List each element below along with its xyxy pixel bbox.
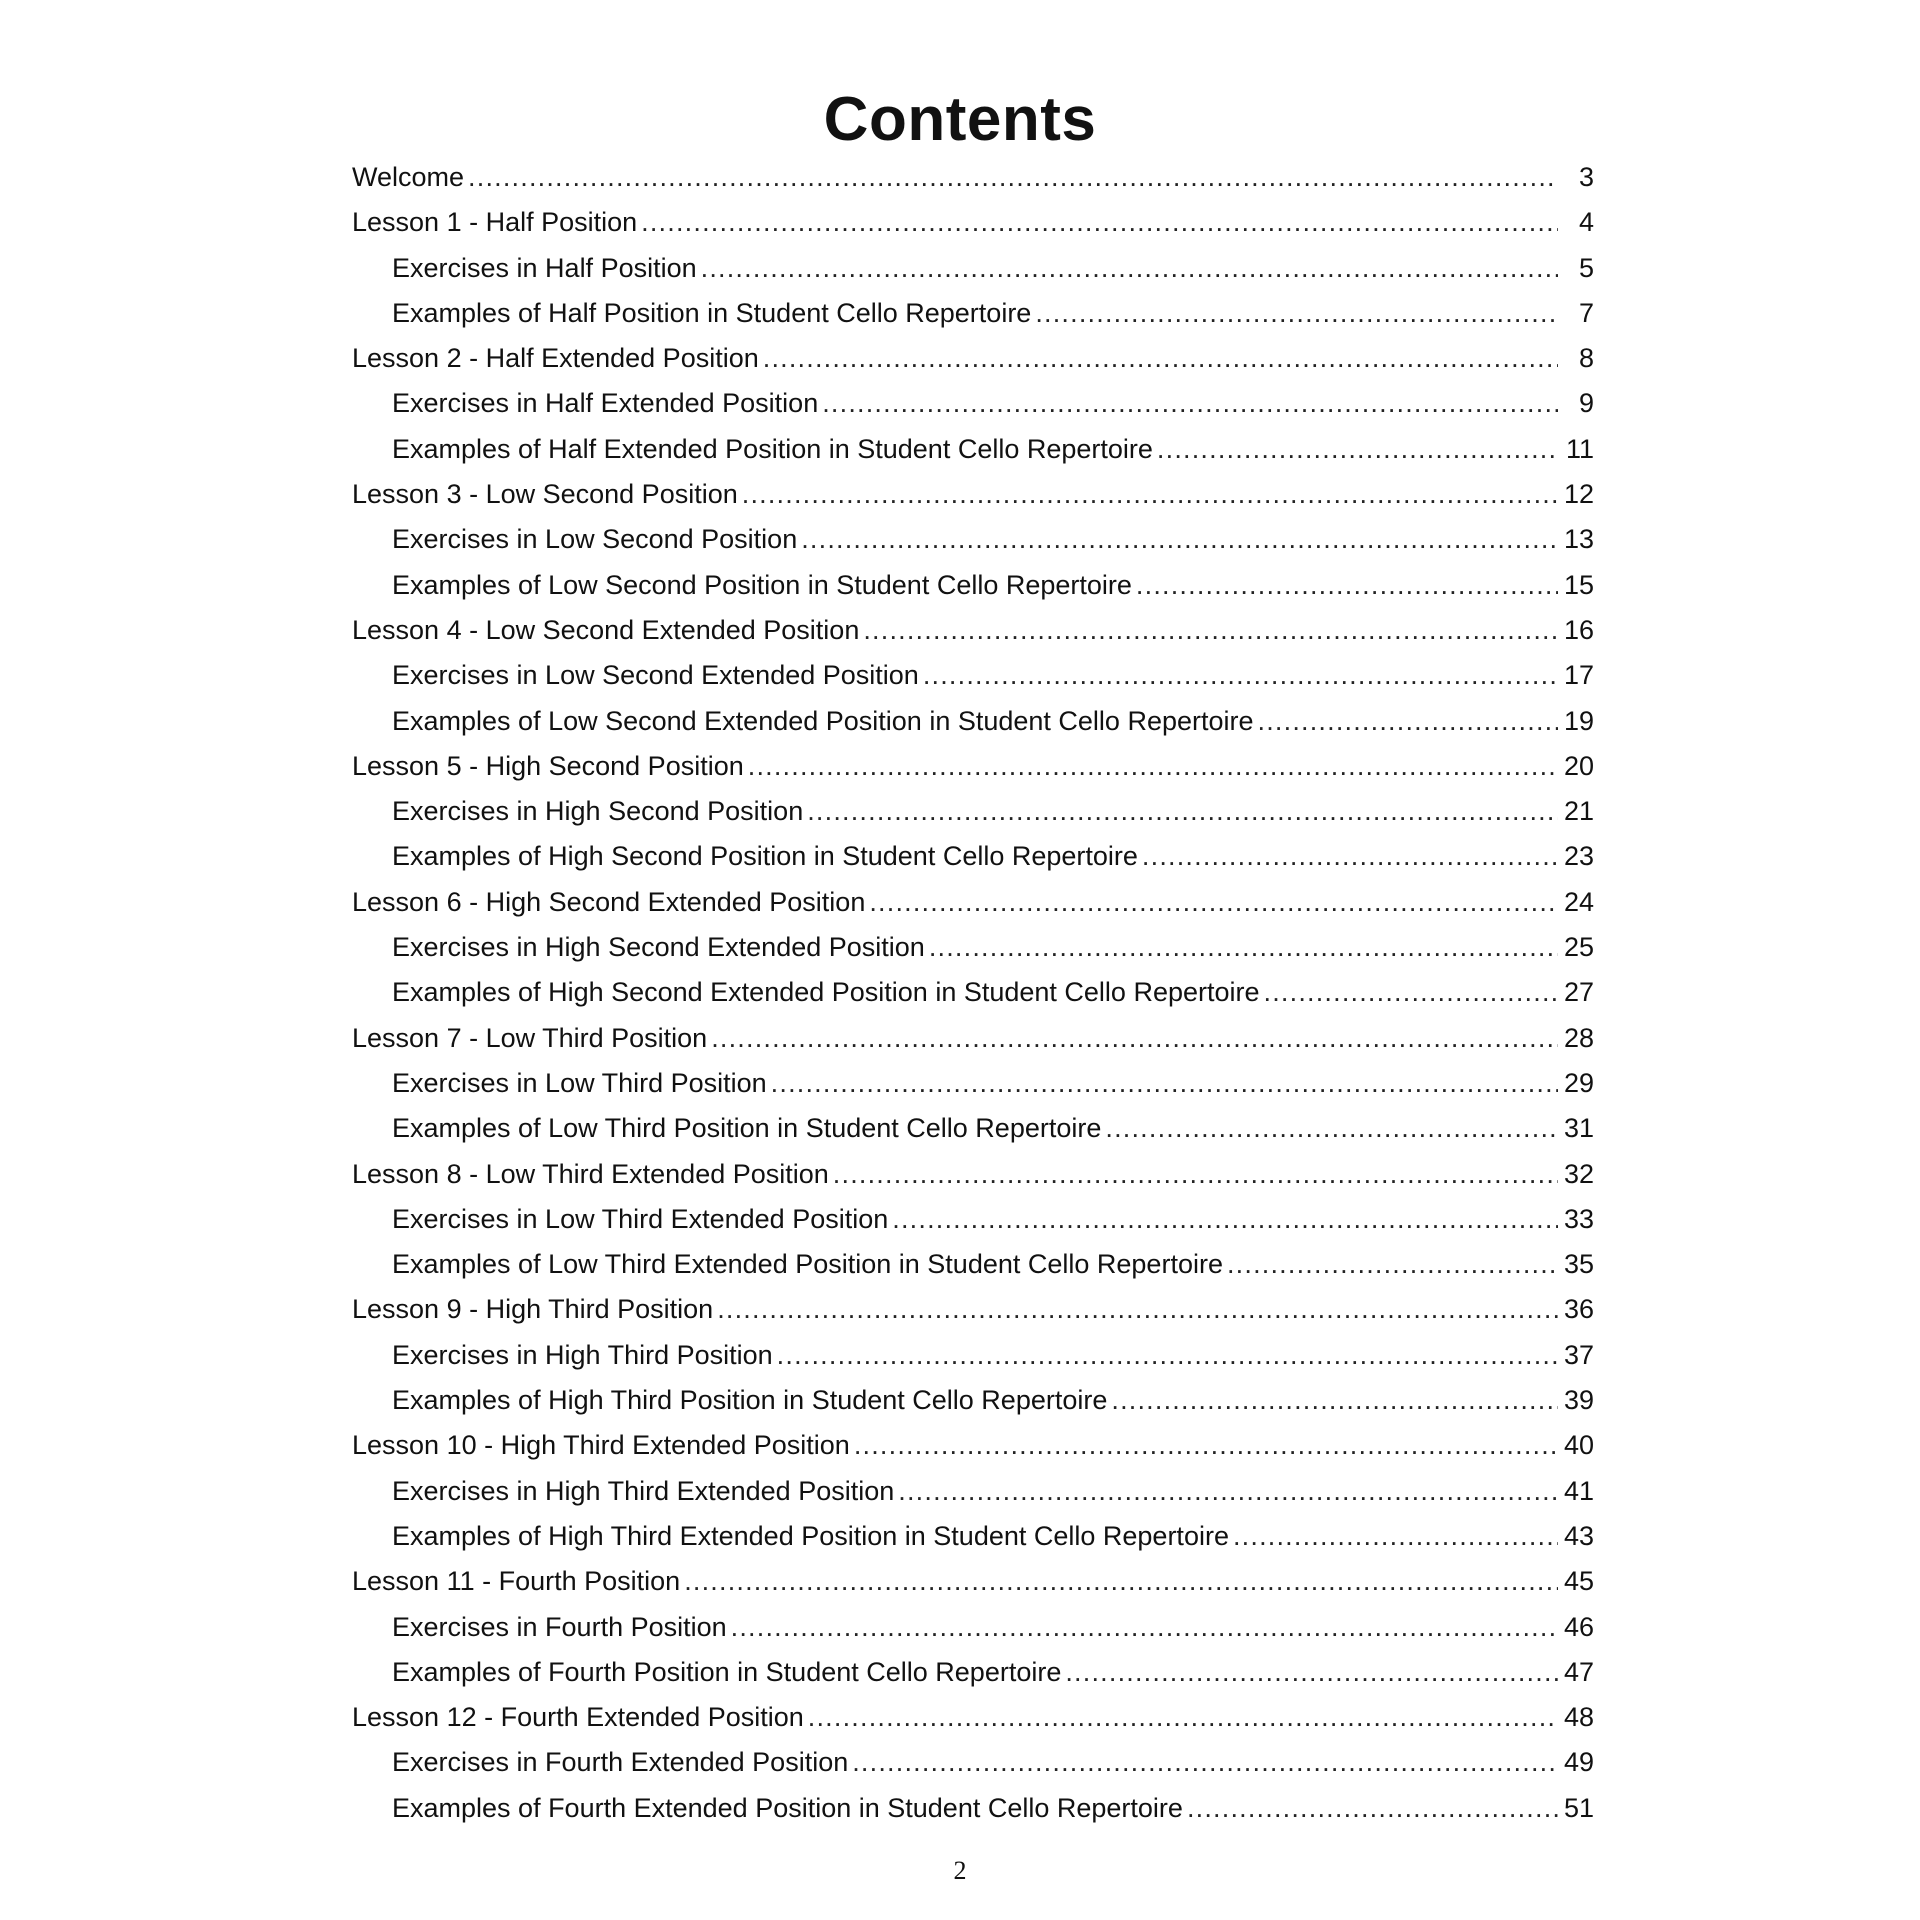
toc-dot-leader — [807, 789, 1558, 834]
toc-entry-lesson[interactable] — [352, 1016, 1594, 1061]
toc-entry-title: Examples of Half Extended Position in Student Cello Repertoire — [392, 433, 1153, 464]
toc-entry-title: Exercises in High Third Position — [392, 1339, 773, 1370]
toc-dot-leader — [929, 925, 1558, 970]
toc-entry-lesson[interactable] — [352, 1559, 1594, 1604]
toc-dot-leader — [701, 246, 1558, 291]
toc-entry-page: 46 — [1563, 1611, 1594, 1642]
toc-entry-page: 35 — [1563, 1249, 1594, 1280]
toc-entry-title: Lesson 7 - Low Third Position — [352, 1022, 708, 1053]
toc-entry-lesson[interactable] — [352, 1423, 1594, 1468]
toc-entry-page: 19 — [1563, 705, 1594, 736]
toc-entry-title: Welcome — [352, 162, 465, 192]
toc-dot-leader — [468, 155, 1558, 200]
toc-entry-page: 9 — [1578, 388, 1594, 419]
toc-entry-page: 41 — [1563, 1475, 1594, 1506]
toc-entry-page: 4 — [1578, 207, 1594, 238]
toc-entry-title: Exercises in Half Extended Position — [392, 388, 819, 419]
toc-entry-title: Lesson 2 - Half Extended Position — [352, 343, 759, 374]
page-title: Contents — [823, 84, 1097, 154]
toc-entry-page: 33 — [1563, 1203, 1594, 1234]
toc-dot-leader — [742, 472, 1558, 517]
toc-entry-subsection[interactable] — [352, 1514, 1594, 1559]
toc-dot-leader — [822, 381, 1558, 426]
toc-entry-subsection[interactable] — [352, 789, 1594, 834]
toc-entry-subsection[interactable] — [352, 517, 1594, 562]
toc-dot-leader — [869, 880, 1558, 925]
toc-entry-lesson[interactable] — [352, 472, 1594, 517]
toc-entry-lesson[interactable] — [352, 1152, 1594, 1197]
toc-entry-page: 8 — [1578, 343, 1594, 374]
toc-dot-leader — [1035, 291, 1558, 336]
toc-entry-subsection[interactable] — [352, 1650, 1594, 1695]
toc-entry-page: 48 — [1563, 1702, 1594, 1733]
toc-entry-subsection[interactable] — [352, 381, 1594, 426]
toc-entry-title: Examples of Low Third Extended Position in Student Cello Repertoire — [392, 1249, 1223, 1280]
toc-dot-leader — [1258, 699, 1558, 744]
toc-entry-page: 21 — [1563, 796, 1594, 827]
toc-entry-page: 5 — [1578, 252, 1594, 283]
toc-entry-title: Exercises in Half Position — [392, 252, 697, 283]
toc-entry-page: 15 — [1563, 569, 1594, 600]
toc-entry-page: 25 — [1563, 932, 1594, 963]
toc-dot-leader — [1142, 834, 1558, 879]
toc-dot-leader — [833, 1152, 1558, 1197]
toc-entry-page: 37 — [1563, 1339, 1594, 1370]
toc-entry-title: Exercises in Low Second Extended Position — [392, 660, 919, 691]
toc-entry-page: 13 — [1563, 524, 1594, 555]
toc-entry-page: 29 — [1563, 1067, 1594, 1098]
toc-dot-leader — [771, 1061, 1558, 1106]
toc-entry-title: Lesson 5 - High Second Position — [352, 750, 744, 781]
toc-entry-title: Exercises in High Second Extended Position — [392, 932, 925, 963]
toc-dot-leader — [1227, 1242, 1558, 1287]
toc-entry-lesson[interactable] — [352, 880, 1594, 925]
toc-entry-title: Examples of High Second Extended Position in Student Cello Repertoire — [392, 977, 1260, 1008]
toc-entry-title: Lesson 9 - High Third Position — [352, 1294, 714, 1325]
toc-entry-subsection[interactable] — [352, 427, 1594, 472]
toc-entry-title: Exercises in Fourth Position — [392, 1611, 727, 1642]
toc-dot-leader — [1111, 1378, 1558, 1423]
toc-entry-title: Lesson 4 - Low Second Extended Position — [352, 614, 860, 645]
toc-dot-leader — [898, 1469, 1558, 1514]
toc-dot-leader — [777, 1333, 1558, 1378]
toc-dot-leader — [863, 608, 1558, 653]
toc-entry-title: Exercises in Low Second Position — [392, 524, 798, 555]
toc-entry-subsection[interactable] — [352, 1333, 1594, 1378]
toc-entry-page: 27 — [1563, 977, 1594, 1008]
toc-entry-page: 16 — [1563, 614, 1594, 645]
toc-entry-page: 11 — [1565, 433, 1594, 464]
toc-entry-title: Examples of Low Second Extended Position in Student Cello Repertoire — [392, 705, 1254, 736]
toc-dot-leader — [641, 200, 1558, 245]
toc-entry-title: Lesson 12 - Fourth Extended Position — [352, 1702, 804, 1733]
toc-entry-page: 51 — [1563, 1792, 1594, 1823]
toc-entry-page: 28 — [1563, 1022, 1594, 1053]
toc-entry-subsection[interactable] — [352, 1786, 1594, 1831]
toc-dot-leader — [1136, 563, 1558, 608]
toc-dot-leader — [731, 1605, 1558, 1650]
toc-dot-leader — [1233, 1514, 1558, 1559]
toc-dot-leader — [852, 1740, 1558, 1785]
toc-entry-lesson[interactable] — [352, 744, 1594, 789]
toc-entry-subsection[interactable] — [352, 1242, 1594, 1287]
toc-entry-title: Exercises in High Third Extended Position — [392, 1475, 895, 1506]
toc-entry-lesson[interactable] — [352, 200, 1594, 245]
toc-entry-page: 31 — [1563, 1113, 1594, 1144]
toc-entry-title: Exercises in Low Third Position — [392, 1067, 767, 1098]
toc-entry-subsection[interactable] — [352, 653, 1594, 698]
toc-dot-leader — [763, 336, 1558, 381]
page-number: 2 — [953, 1856, 967, 1885]
toc-entry-subsection[interactable] — [352, 1740, 1594, 1785]
toc-entry-subsection[interactable] — [352, 1197, 1594, 1242]
toc-entry-title: Lesson 11 - Fourth Position — [352, 1566, 681, 1597]
toc-entry-page: 32 — [1563, 1158, 1594, 1189]
toc-dot-leader — [923, 653, 1558, 698]
toc-entry-lesson[interactable] — [352, 1287, 1594, 1332]
toc-entry-title: Exercises in High Second Position — [392, 796, 804, 827]
toc-dot-leader — [808, 1695, 1558, 1740]
toc-entry-title: Examples of High Second Position in Student Cello Repertoire — [392, 841, 1138, 872]
toc-entry-subsection[interactable] — [352, 834, 1594, 879]
toc-entry-title: Examples of High Third Position in Student Cello Repertoire — [392, 1385, 1108, 1416]
toc-dot-leader — [748, 744, 1558, 789]
toc-entry-title: Examples of Low Third Position in Student Cello Repertoire — [392, 1113, 1102, 1144]
toc-entry-title: Examples of Half Position in Student Cello Repertoire — [392, 297, 1032, 328]
toc-entry-page: 20 — [1563, 750, 1594, 781]
toc-dot-leader — [892, 1197, 1558, 1242]
toc-dot-leader — [801, 517, 1558, 562]
toc-entry-page: 3 — [1578, 162, 1594, 192]
toc-entry-subsection[interactable] — [352, 1061, 1594, 1106]
toc-entry-title: Examples of Fourth Extended Position in Student Cello Repertoire — [392, 1792, 1183, 1823]
toc-entry-subsection[interactable] — [352, 1605, 1594, 1650]
toc-entry-subsection[interactable] — [352, 925, 1594, 970]
toc-entry-title: Lesson 10 - High Third Extended Position — [352, 1430, 850, 1461]
toc-dot-leader — [717, 1287, 1558, 1332]
toc-entry-page: 47 — [1563, 1656, 1594, 1687]
toc-entry-title: Lesson 1 - Half Position — [352, 207, 638, 238]
toc-dot-leader — [1157, 427, 1558, 472]
toc-entry-page: 40 — [1563, 1430, 1594, 1461]
table-of-contents — [352, 155, 1594, 1831]
toc-entry-subsection[interactable] — [352, 699, 1594, 744]
toc-entry-subsection[interactable] — [352, 1106, 1594, 1151]
toc-entry-lesson[interactable] — [352, 1695, 1594, 1740]
toc-entry-page: 17 — [1563, 660, 1594, 691]
toc-entry-page: 7 — [1578, 297, 1594, 328]
toc-entry-title: Exercises in Low Third Extended Position — [392, 1203, 889, 1234]
toc-dot-leader — [1105, 1106, 1558, 1151]
toc-entry-subsection[interactable] — [352, 246, 1594, 291]
toc-entry-page: 39 — [1563, 1385, 1594, 1416]
toc-entry-subsection[interactable] — [352, 291, 1594, 336]
toc-dot-leader — [684, 1559, 1558, 1604]
toc-dot-leader — [711, 1016, 1558, 1061]
toc-entry-title: Exercises in Fourth Extended Position — [392, 1747, 849, 1778]
toc-entry-subsection[interactable] — [352, 1469, 1594, 1514]
toc-dot-leader — [1065, 1650, 1558, 1695]
toc-entry-lesson[interactable] — [352, 608, 1594, 653]
toc-entry-subsection[interactable] — [352, 563, 1594, 608]
toc-dot-leader — [854, 1423, 1558, 1468]
toc-entry-subsection[interactable] — [352, 970, 1594, 1015]
toc-entry-page: 12 — [1563, 479, 1594, 510]
toc-entry-title: Lesson 3 - Low Second Position — [352, 479, 738, 510]
toc-entry-title: Examples of Fourth Position in Student Cello Repertoire — [392, 1656, 1062, 1687]
toc-entry-title: Examples of Low Second Position in Student Cello Repertoire — [392, 569, 1132, 600]
toc-entry-page: 49 — [1563, 1747, 1594, 1778]
toc-entry-lesson[interactable] — [352, 336, 1594, 381]
toc-entry-page: 36 — [1563, 1294, 1594, 1325]
toc-entry-title: Examples of High Third Extended Position in Student Cello Repertoire — [392, 1520, 1229, 1551]
toc-dot-leader — [1264, 970, 1558, 1015]
toc-entry-subsection[interactable] — [352, 1378, 1594, 1423]
toc-entry-title: Lesson 6 - High Second Extended Position — [352, 886, 866, 917]
toc-entry-page: 43 — [1563, 1520, 1594, 1551]
toc-dot-leader — [1187, 1786, 1558, 1831]
toc-entry-page: 45 — [1563, 1566, 1594, 1597]
toc-entry-title: Lesson 8 - Low Third Extended Position — [352, 1158, 829, 1189]
toc-entry-page: 23 — [1563, 841, 1594, 872]
toc-entry-lesson[interactable] — [352, 155, 1594, 200]
toc-entry-page: 24 — [1563, 886, 1594, 917]
